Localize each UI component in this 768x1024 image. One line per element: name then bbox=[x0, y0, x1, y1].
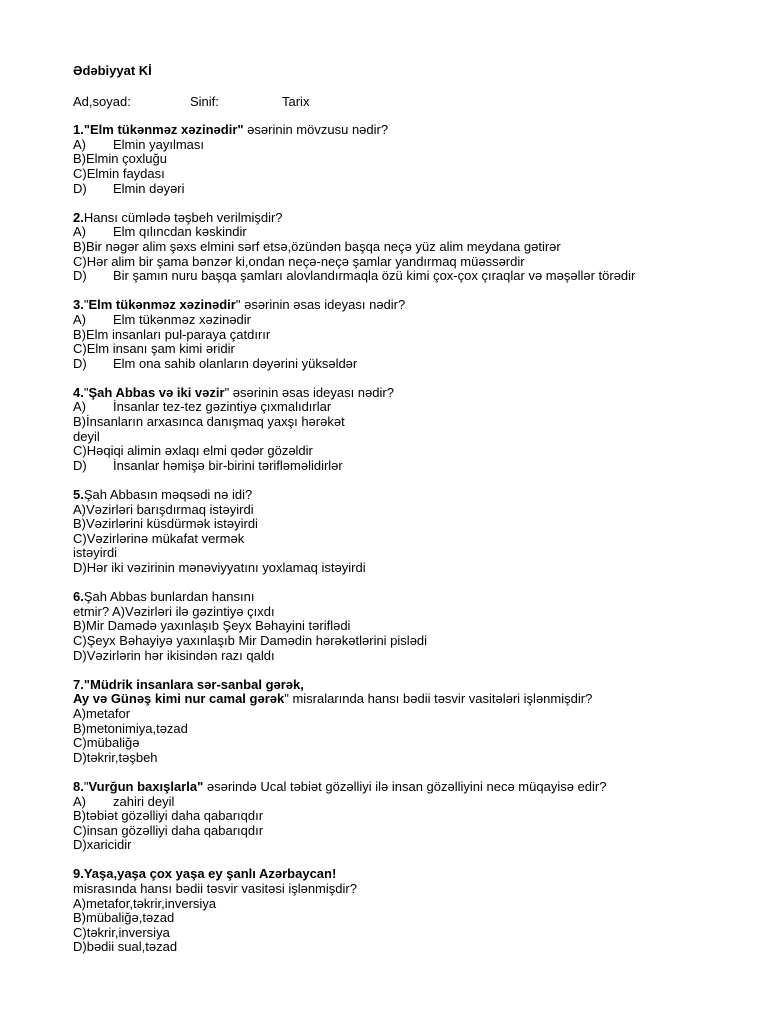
question-7 bbox=[73, 678, 753, 766]
question-text bbox=[73, 678, 753, 693]
answer-line: B)İnsanların arxasınca danışmaq yaxşı hərəkət bbox=[73, 414, 345, 430]
answer-line bbox=[73, 182, 753, 197]
question-list bbox=[73, 123, 753, 955]
question-text bbox=[73, 211, 753, 226]
answer-text: Elm qılıncdan kəskindir bbox=[113, 224, 247, 240]
answer-line: A)metafor bbox=[73, 705, 131, 721]
answer-line: istəyirdi bbox=[73, 545, 118, 561]
answer-line bbox=[73, 225, 753, 240]
answer-letter: A) bbox=[73, 311, 86, 327]
answer-line: B)metonimiya,təzad bbox=[73, 720, 188, 736]
answer-line bbox=[73, 313, 753, 328]
answer-line: C)Hər alim bir şama bənzər ki,ondan neçə-neçə şamlar yandırmaq müəssərdir bbox=[73, 253, 525, 269]
answer-line: etmir? A)Vəzirləri ilə gəzintiyə çıxdı bbox=[73, 603, 275, 619]
answer-line: B)təbiət gözəlliyi daha qabarıqdır bbox=[73, 808, 264, 824]
answer-line: A)Vəzirləri barışdırmaq istəyirdi bbox=[73, 501, 254, 517]
question-text-run: " bbox=[83, 297, 89, 313]
question-text-run: 6. bbox=[73, 589, 84, 605]
answer-line bbox=[73, 400, 753, 415]
question-8 bbox=[73, 780, 753, 853]
answer-line: deyil bbox=[73, 428, 100, 444]
class-label: Sinif: bbox=[190, 93, 219, 109]
answer-line: B)mübaliğə,təzad bbox=[73, 910, 175, 926]
answer-text: İnsanlar tez-tez gəzintiyə çıxmalıdırlar bbox=[113, 399, 332, 415]
answer-text: Elmin dəyəri bbox=[113, 180, 185, 196]
answer-text: Bir şamın nuru başqa şamları alovlandırmaqla özü kimi çox-çox çıraqlar və məşəllər törədir bbox=[113, 268, 636, 284]
question-text-run: Hansı cümlədə təşbeh verilmişdir? bbox=[83, 209, 283, 225]
question-9 bbox=[73, 867, 753, 955]
question-2 bbox=[73, 211, 753, 284]
question-3 bbox=[73, 298, 753, 371]
question-text bbox=[73, 780, 753, 795]
answer-line: B)Elmin çoxluğu bbox=[73, 151, 167, 167]
answer-letter: A) bbox=[73, 399, 86, 415]
answer-line: C)mübaliğə bbox=[73, 735, 140, 751]
answer-line: misrasında hansı bədii təsvir vasitəsi işlənmişdir? bbox=[73, 881, 357, 897]
worksheet bbox=[73, 64, 753, 955]
question-text-run: Şah Abbas və iki vəzir bbox=[88, 384, 225, 400]
date-label: Tarix bbox=[282, 93, 310, 109]
question-text bbox=[73, 488, 753, 503]
answer-line: D)Hər iki vəzirinin mənəviyyatını yoxlamaq istəyirdi bbox=[73, 560, 366, 575]
question-text-run: " əsərinin əsas ideyası nədir? bbox=[224, 384, 394, 400]
answer-line: B)Elm insanları pul-paraya çatdırır bbox=[73, 326, 271, 342]
question-text-run: Elm tükənməz xəzinədir bbox=[88, 297, 236, 313]
answer-letter: A) bbox=[73, 136, 86, 152]
question-text-run: 7."Müdrik insanlara sər-sanbal gərək, bbox=[73, 676, 304, 692]
question-4 bbox=[73, 386, 753, 474]
answer-line: B)Bir nəgər alim şəxs elmini sərf etsə,özündən başqa neçə yüz alim meydana gətirər bbox=[73, 238, 561, 254]
question-text-run: 4. bbox=[73, 384, 84, 400]
question-text-run: 3. bbox=[73, 297, 84, 313]
question-1 bbox=[73, 123, 753, 196]
worksheet-title: Ədəbiyyat Kİ bbox=[73, 63, 152, 78]
answer-line: C)Həqiqi alimin əxlaqı elmi qədər gözəldir bbox=[73, 443, 313, 459]
question-text-run: " bbox=[83, 384, 89, 400]
answer-line: C)Elmin faydası bbox=[73, 165, 165, 181]
question-text bbox=[73, 123, 753, 138]
answer-line: C)Vəzirlərinə mükafat vermək bbox=[73, 530, 245, 546]
question-text-run: Şah Abbasın məqsədi nə idi? bbox=[83, 487, 253, 503]
answer-line: C)insan gözəlliyi daha qabarıqdır bbox=[73, 822, 264, 838]
question-text-run: Şah Abbas bunlardan hansını bbox=[83, 589, 255, 605]
answer-line: D)bədii sual,təzad bbox=[73, 939, 178, 955]
answer-line: C)Şeyx Bəhayiyə yaxınlaşıb Mir Damədin hərəkətlərini pislədi bbox=[73, 632, 428, 648]
question-text-run: " əsərinin əsas ideyası nədir? bbox=[235, 297, 406, 313]
question-5 bbox=[73, 488, 753, 576]
answer-line: D)təkrir,təşbeh bbox=[73, 749, 158, 765]
answer-line: B)Vəzirlərini küsdürmək istəyirdi bbox=[73, 516, 258, 532]
name-label: Ad,soyad: bbox=[73, 93, 131, 109]
question-text-cont bbox=[73, 692, 753, 707]
answer-letter: D) bbox=[73, 268, 87, 284]
question-text bbox=[73, 298, 753, 313]
question-text-run: Ay və Günəş kimi nur camal gərək bbox=[73, 691, 285, 707]
question-text-run: " misralarında hansı bədii təsvir vasitələri işlənmişdir? bbox=[284, 691, 593, 707]
answer-line bbox=[73, 459, 753, 474]
answer-text: Elm ona sahib olanların dəyərini yüksəldər bbox=[113, 355, 358, 371]
question-text-run: " bbox=[83, 778, 89, 794]
answer-line bbox=[73, 138, 753, 153]
answer-line bbox=[73, 357, 753, 372]
question-text-run: 8. bbox=[73, 778, 84, 794]
question-text-run: əsərində Ucal təbiət gözəlliyi ilə insan gözəlliyini necə müqayisə edir? bbox=[203, 778, 607, 794]
question-6 bbox=[73, 590, 753, 663]
answer-text: zahiri deyil bbox=[113, 793, 175, 809]
answer-letter: D) bbox=[73, 355, 87, 371]
answer-letter: A) bbox=[73, 793, 86, 809]
student-info-header bbox=[73, 95, 753, 110]
answer-text: Elm tükənməz xəzinədir bbox=[113, 311, 251, 327]
question-text bbox=[73, 590, 753, 605]
answer-line: C)Elm insanı şam kimi əridir bbox=[73, 341, 235, 357]
question-text bbox=[73, 386, 753, 401]
answer-text: İnsanlar həmişə bir-birini tərifləməlidirlər bbox=[113, 457, 343, 473]
answer-line: B)Mir Damədə yaxınlaşıb Şeyx Bəhayini təriflədi bbox=[73, 618, 351, 634]
question-text-run: 5. bbox=[73, 487, 84, 503]
answer-line bbox=[73, 269, 753, 284]
question-text-run: 1."Elm tükənməz xəzinədir" bbox=[73, 122, 244, 138]
question-text-run: əsərinin mövzusu nədir? bbox=[243, 122, 389, 138]
question-text bbox=[73, 867, 753, 882]
answer-text: Elmin yayılması bbox=[113, 136, 205, 152]
answer-letter: D) bbox=[73, 180, 87, 196]
answer-letter: A) bbox=[73, 224, 86, 240]
answer-letter: D) bbox=[73, 457, 87, 473]
answer-line: A)metafor,təkrir,inversiya bbox=[73, 895, 217, 911]
question-text-run: 9.Yaşa,yaşa çox yaşa ey şanlı Azərbaycan! bbox=[73, 866, 337, 882]
answer-line: D)Vəzirlərin hər ikisindən razı qaldı bbox=[73, 647, 275, 663]
answer-line: D)xaricidir bbox=[73, 837, 132, 853]
question-text-run: Vurğun baxışlarla" bbox=[88, 778, 204, 794]
answer-line bbox=[73, 795, 753, 810]
question-text-run: 2. bbox=[73, 209, 84, 225]
answer-line: C)təkrir,inversiya bbox=[73, 924, 170, 940]
